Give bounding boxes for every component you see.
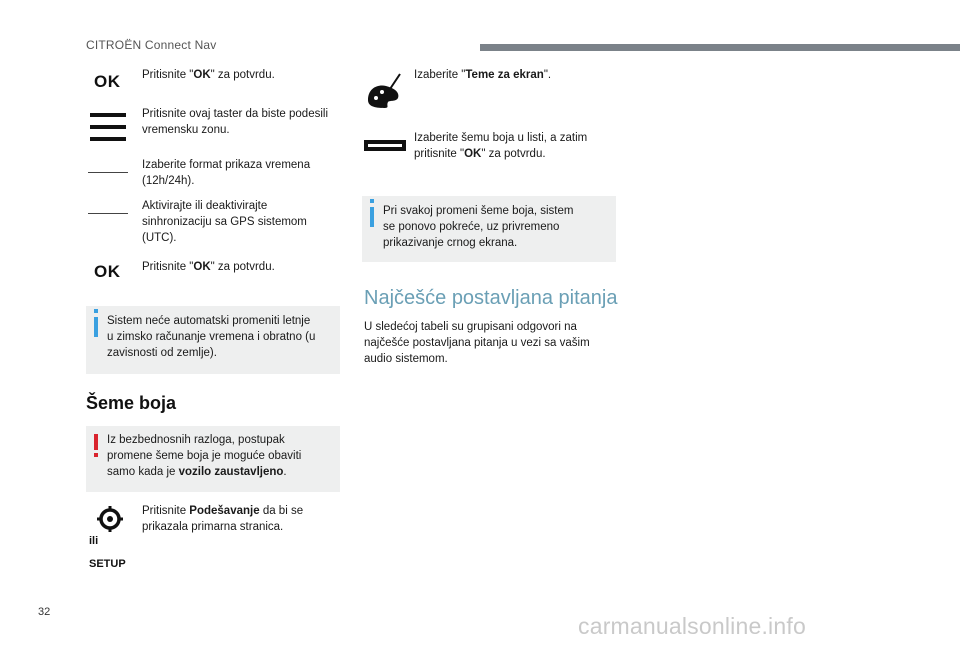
step-setup-text: Pritisnite Podešavanje da bi se prikazala primarna stranica. <box>142 505 304 533</box>
gear-icon <box>96 505 124 533</box>
warning-icon-dot <box>94 453 98 457</box>
info-icon <box>370 199 374 203</box>
info-icon-bar <box>94 317 98 337</box>
step-ok-text: Pritisnite "OK" za potvrdu. <box>142 69 275 81</box>
info-note <box>362 196 616 262</box>
warning-icon <box>94 434 98 450</box>
info-note-text: Pri svakoj promeni šeme boja, sistem se ponovo pokreće, uz privremeno prikazivanje crnog ekrana. <box>383 205 574 249</box>
list-item-icon <box>364 140 406 151</box>
step-gps-sync-text: Aktivirajte ili deaktivirajte sinhronizaciju sa GPS sistemom (UTC). <box>142 200 307 244</box>
step-ok-text: Pritisnite "OK" za potvrdu. <box>142 261 275 273</box>
info-icon-bar <box>370 207 374 227</box>
or-label: ili <box>89 535 99 547</box>
step-timezone-text: Pritisnite ovaj taster da biste podesili vremensku zonu. <box>142 108 329 136</box>
header-bar <box>480 44 960 51</box>
page-number: 32 <box>38 606 51 618</box>
line-icon <box>88 213 128 214</box>
watermark: carmanualsonline.info <box>578 613 806 639</box>
warning-note-text: Iz bezbednosnih razloga, postupak promene šeme boja je moguće obaviti samo kada je vozilo zaustavljeno. <box>107 434 302 478</box>
palette-icon <box>364 70 404 110</box>
step-theme-text: Izaberite "Teme za ekran". <box>414 69 552 81</box>
step-time-format-text: Izaberite format prikaza vremena (12h/24h). <box>142 159 311 187</box>
faq-title: Najčešće postavljana pitanja <box>364 287 618 309</box>
ok-icon: OK <box>94 262 121 281</box>
info-note <box>86 306 340 374</box>
section-title: Šeme boja <box>86 393 177 413</box>
menu-icon <box>90 113 126 149</box>
faq-text: U sledećoj tabeli su grupisani odgovori na najčešće postavljana pitanja u vezi sa vašim audio sistemom. <box>364 321 590 365</box>
ok-icon: OK <box>94 72 121 91</box>
line-icon <box>88 172 128 173</box>
document-header-title: CITROËN Connect Nav <box>86 38 217 52</box>
warning-note <box>86 426 340 492</box>
info-note-text: Sistem neće automatski promeniti letnje u zimsko računanje vremena i obratno (u zavisnosti od zemlje). <box>107 315 316 359</box>
info-icon <box>94 309 98 313</box>
setup-label: SETUP <box>89 558 126 570</box>
step-select-scheme-text: Izaberite šemu boja u listi, a zatim pritisnite "OK" za potvrdu. <box>414 132 588 160</box>
